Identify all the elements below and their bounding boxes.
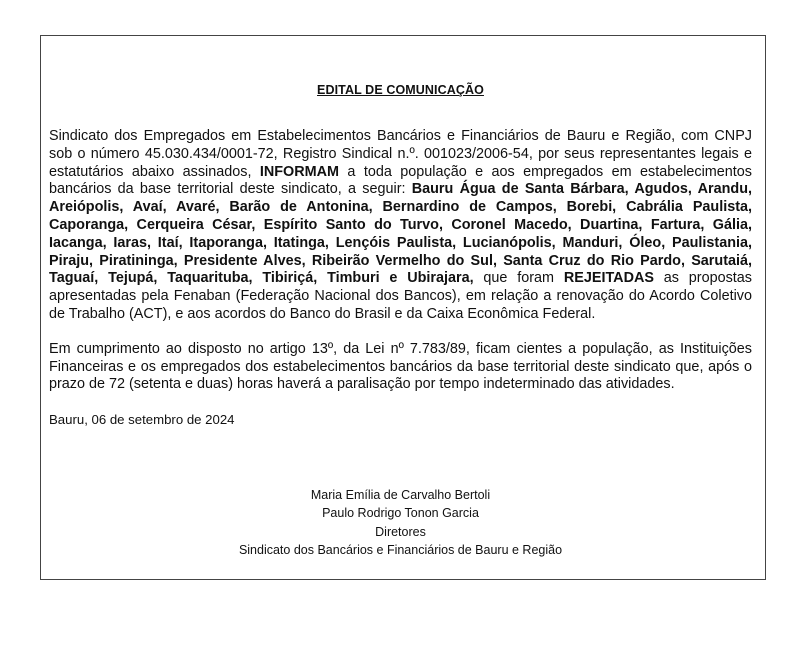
intro-text: Sindicato dos Empregados em Estabelecimentos Bancários e Financiários de Bauru e Região, com CNPJ sob o número 45.030.434/0001-72, Registro Sindical n.º. 001023/2006-54, por seus representantes legais e estatutários abaixo assinados, — [49, 128, 752, 180]
signer-organization: Sindicato dos Bancários e Financiários de Bauru e Região — [238, 542, 563, 557]
informam-text: INFORMAM — [259, 163, 340, 180]
cities-list: Bauru Água de Santa Bárbara, Agudos, Arandu, Areiópolis, Avaí, Avaré, Barão de Antonina, Bernardino de Campos, Borebi, Cabrália Paulista, Caporanga, Cerqueira César, Espírito Santo do Turvo, Coronel Macedo, Duartina, Fartura, Gália, Iacanga, Iaras, Itaí, Itaporanga, Itatinga, Lençóis Paulista, Lucianópolis, Manduri, Óleo, Paulistania, Piraju, Piratininga, Presidente Alves, Ribeirão Vermelho do Sul, Santa Cruz do Rio Pardo, Sarutaiá, Taguaí, Tejupá, Taquarituba, Tibiriçá, Timburi e Ubirajara, — [49, 181, 752, 287]
signer-name-1: Maria Emília de Carvalho Bertoli — [310, 488, 491, 503]
signer-role: Diretores — [375, 524, 426, 539]
signature-block — [49, 486, 752, 559]
strike-paragraph: Em cumprimento ao disposto no artigo 13º, da Lei nº 7.783/89, ficam cientes a população, as Instituições Financeiras e os empregados dos estabelecimentos bancários da base territorial deste sindicato que, após o prazo de 72 (setenta e duas) horas haverá a paralisação por tempo indeterminado das atividades. — [49, 340, 752, 393]
signer-name-2: Paulo Rodrigo Tonon Garcia — [322, 506, 479, 521]
end-text: as propostas apresentadas pela Fenaban (Federação Nacional dos Bancos), em relação a renovação do Acordo Coletivo de Trabalho (ACT), e aos acordos do Banco do Brasil e da Caixa Econômica Federal. — [49, 270, 752, 322]
announcement-paragraph — [49, 128, 752, 324]
document-title: EDITAL DE COMUNICAÇÃO — [317, 83, 484, 97]
rejeitadas-text: REJEITADAS — [563, 270, 654, 287]
date-line: Bauru, 06 de setembro de 2024 — [49, 412, 235, 428]
que-foram-text: que foram — [473, 270, 564, 287]
mid-text: a toda população e aos empregados em estabelecimentos bancários da base territorial deste sindicato, a seguir: — [49, 163, 753, 198]
notice-document — [40, 35, 766, 580]
